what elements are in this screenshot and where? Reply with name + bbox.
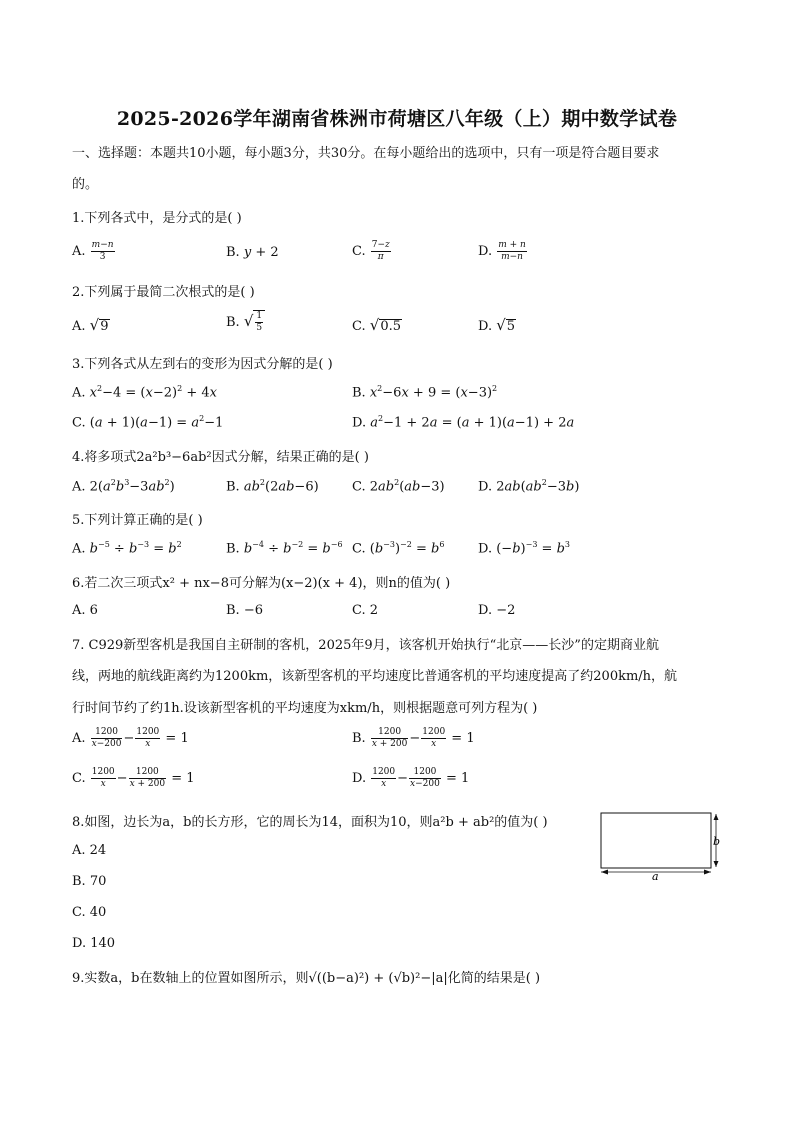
- question-6-option-b[interactable]: B. −6: [226, 603, 263, 618]
- question-4-stem: 4.将多项式2a²b³−6ab²因式分解，结果正确的是( ): [72, 450, 369, 465]
- question-1-option-d[interactable]: D. $\frac{m + n}{m-n}$: [478, 240, 526, 262]
- question-5-stem: 5.下列计算正确的是( ): [72, 513, 203, 528]
- question-5-option-a[interactable]: A. $b^{-5} \div b^{-3} = b^2$: [72, 540, 182, 557]
- question-2-option-b[interactable]: B. √ $\frac{1}{5}$: [226, 310, 265, 334]
- question-6-option-d[interactable]: D. −2: [478, 603, 516, 618]
- question-5-option-c[interactable]: C. $(b^{-3})^{-2} = b^6$: [352, 540, 445, 557]
- question-2-option-d[interactable]: D. √5: [478, 316, 516, 334]
- question-6-option-a[interactable]: A. 6: [72, 603, 98, 618]
- section-instructions-line1: 一、选择题：本题共10小题，每小题3分，共30分。在每小题给出的选项中，只有一项是符合题目要求: [72, 146, 660, 161]
- label-a: a: [652, 870, 659, 882]
- question-7-stem-line2: 线，两地的航线距离约为1200km，该新型客机的平均速度比普通客机的平均速度提高了约200km/h，航: [72, 669, 678, 684]
- question-7-option-d[interactable]: D. $\frac{1200}{x}$ − $\frac{1200}{x-200}$ = 1: [352, 767, 470, 789]
- question-3-option-a[interactable]: A. $x^2-4 = (x-2)^2 + 4x$: [72, 384, 217, 401]
- question-3-option-c[interactable]: C. $(a + 1)(a-1) = a^2-1$: [72, 414, 224, 431]
- question-1-option-c[interactable]: C. $\frac{7-z}{\pi}$: [352, 240, 390, 262]
- question-3-option-b[interactable]: B. $x^2-6x + 9 = (x-3)^2$: [352, 384, 498, 401]
- rectangle-figure: [600, 812, 724, 882]
- question-7-option-a[interactable]: A. $\frac{1200}{x-200}$ − $\frac{1200}{x}$ = 1: [72, 727, 189, 749]
- section-instructions-line2: 的。: [72, 177, 99, 192]
- section-instructions: [72, 138, 732, 200]
- question-6-option-c[interactable]: C. 2: [352, 603, 379, 618]
- question-4-option-c[interactable]: C. $2ab^2(ab-3)$: [352, 478, 445, 495]
- label-b: b: [713, 835, 721, 848]
- arrow-b-top: [714, 814, 719, 820]
- question-8-stem: 8.如图，边长为a，b的长方形，它的周长为14，面积为10，则a²b + ab²的值为( ): [72, 815, 548, 830]
- question-1-option-a[interactable]: A. $\frac{m-n}{3}$: [72, 240, 114, 262]
- rectangle-shape: [601, 813, 711, 868]
- question-8-option-b[interactable]: B. 70: [72, 874, 107, 889]
- arrow-a-left: [601, 870, 608, 875]
- question-8-option-c[interactable]: C. 40: [72, 905, 107, 920]
- question-2-option-a[interactable]: A. √9: [72, 316, 109, 334]
- question-5-option-b[interactable]: B. $b^{-4} \div b^{-2} = b^{-6}$: [226, 540, 343, 557]
- question-3-option-d[interactable]: D. $a^2-1 + 2a = (a + 1)(a-1) + 2a$: [352, 414, 575, 431]
- question-3-stem: 3.下列各式从左到右的变形为因式分解的是( ): [72, 357, 333, 372]
- question-7-option-c[interactable]: C. $\frac{1200}{x}$ − $\frac{1200}{x + 200}$ = 1: [72, 767, 195, 789]
- question-7-stem-line3: 行时间节约了约1h.设该新型客机的平均速度为xkm/h，则根据题意可列方程为( ): [72, 701, 538, 716]
- arrow-a-right: [704, 870, 711, 875]
- page-title: 2025-2026学年湖南省株洲市荷塘区八年级（上）期中数学试卷: [116, 108, 678, 130]
- question-4-option-d[interactable]: D. $2ab(ab^2-3b)$: [478, 478, 580, 495]
- question-4-option-b[interactable]: B. $ab^2(2ab-6)$: [226, 478, 319, 495]
- question-7-option-b[interactable]: B. $\frac{1200}{x + 200}$ − $\frac{1200}{x}$ = 1: [352, 727, 475, 749]
- question-1-option-b[interactable]: B. y + 2: [226, 245, 279, 260]
- question-2-option-c[interactable]: C. √0.5: [352, 316, 401, 334]
- question-6-stem: 6.若二次三项式x² + nx−8可分解为(x−2)(x + 4)，则n的值为( ): [72, 576, 451, 591]
- question-7-stem-line1: 7. C929新型客机是我国自主研制的客机，2025年9月，该客机开始执行“北京——长沙”的定期商业航: [72, 638, 659, 653]
- question-2-stem: 2.下列属于最简二次根式的是( ): [72, 285, 255, 300]
- arrow-b-bottom: [714, 861, 719, 867]
- question-1-stem: 1.下列各式中，是分式的是( ): [72, 211, 242, 226]
- question-5-option-d[interactable]: D. $(-b)^{-3} = b^3$: [478, 540, 570, 557]
- question-8-option-d[interactable]: D. 140: [72, 936, 116, 951]
- question-9-stem: 9.实数a，b在数轴上的位置如图所示，则√((b−a)²) + (√b)²−|a|化简的结果是( ): [72, 971, 541, 986]
- question-4-option-a[interactable]: A. $2(a^2b^3-3ab^2)$: [72, 478, 175, 495]
- question-8-option-a[interactable]: A. 24: [72, 843, 107, 858]
